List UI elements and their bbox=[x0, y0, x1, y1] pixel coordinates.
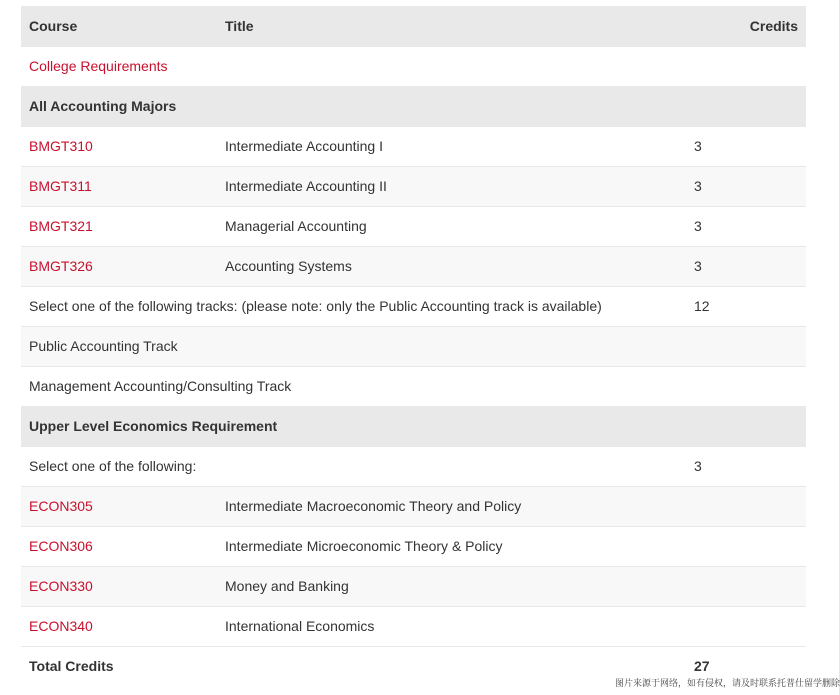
course-credits: 3 bbox=[686, 126, 806, 166]
course-link-bmgt311[interactable]: BMGT311 bbox=[29, 178, 92, 194]
course-title: International Economics bbox=[217, 606, 686, 646]
tracks-credits: 12 bbox=[686, 286, 806, 326]
table-row bbox=[21, 606, 806, 646]
college-requirements-link[interactable]: College Requirements bbox=[29, 58, 168, 75]
column-header-title: Title bbox=[217, 6, 686, 46]
course-title: Intermediate Accounting I bbox=[217, 126, 686, 166]
area-header-row bbox=[21, 406, 806, 446]
table-row bbox=[21, 246, 806, 286]
table-row bbox=[21, 566, 806, 606]
table-row bbox=[21, 326, 806, 366]
course-link-econ305[interactable]: ECON305 bbox=[29, 498, 93, 514]
tracks-note: Select one of the following tracks: (please note: only the Public Accounting track is available) bbox=[21, 286, 686, 326]
table-row bbox=[21, 206, 806, 246]
course-link-econ330[interactable]: ECON330 bbox=[29, 578, 93, 594]
total-credits-label: Total Credits bbox=[21, 646, 686, 686]
course-requirements-table bbox=[21, 6, 806, 686]
column-header-credits: Credits bbox=[686, 6, 806, 46]
table-row bbox=[21, 126, 806, 166]
course-link-econ340[interactable]: ECON340 bbox=[29, 618, 93, 634]
track-public-accounting: Public Accounting Track bbox=[21, 326, 806, 366]
section-title-economics: Upper Level Economics Requirement bbox=[21, 406, 806, 446]
table-row bbox=[21, 366, 806, 406]
table-row bbox=[21, 46, 806, 86]
course-title: Intermediate Macroeconomic Theory and Policy bbox=[217, 486, 686, 526]
column-header-course: Course bbox=[21, 6, 217, 46]
watermark-text: 图片来源于网络，如有侵权，请及时联系托普仕留学删除 bbox=[614, 679, 840, 689]
table-row bbox=[21, 446, 806, 486]
course-title: Intermediate Microeconomic Theory & Policy bbox=[217, 526, 686, 566]
course-link-bmgt326[interactable]: BMGT326 bbox=[29, 258, 93, 274]
table-row bbox=[21, 286, 806, 326]
area-header-row bbox=[21, 86, 806, 126]
table-header-row bbox=[21, 6, 806, 46]
economics-select-note: Select one of the following: bbox=[21, 446, 686, 486]
course-title: Accounting Systems bbox=[217, 246, 686, 286]
course-credits: 3 bbox=[686, 206, 806, 246]
course-title: Managerial Accounting bbox=[217, 206, 686, 246]
course-link-econ306[interactable]: ECON306 bbox=[29, 538, 93, 554]
economics-select-credits: 3 bbox=[686, 446, 806, 486]
course-link-bmgt321[interactable]: BMGT321 bbox=[29, 218, 93, 234]
course-title: Intermediate Accounting II bbox=[217, 166, 686, 206]
table-row bbox=[21, 166, 806, 206]
section-title-accounting: All Accounting Majors bbox=[21, 86, 806, 126]
track-management-accounting: Management Accounting/Consulting Track bbox=[21, 366, 806, 406]
total-credits-value: 27 bbox=[686, 646, 806, 686]
course-title: Money and Banking bbox=[217, 566, 686, 606]
table-row bbox=[21, 526, 806, 566]
course-credits: 3 bbox=[686, 246, 806, 286]
table-row bbox=[21, 486, 806, 526]
course-credits: 3 bbox=[686, 166, 806, 206]
course-link-bmgt310[interactable]: BMGT310 bbox=[29, 138, 93, 154]
